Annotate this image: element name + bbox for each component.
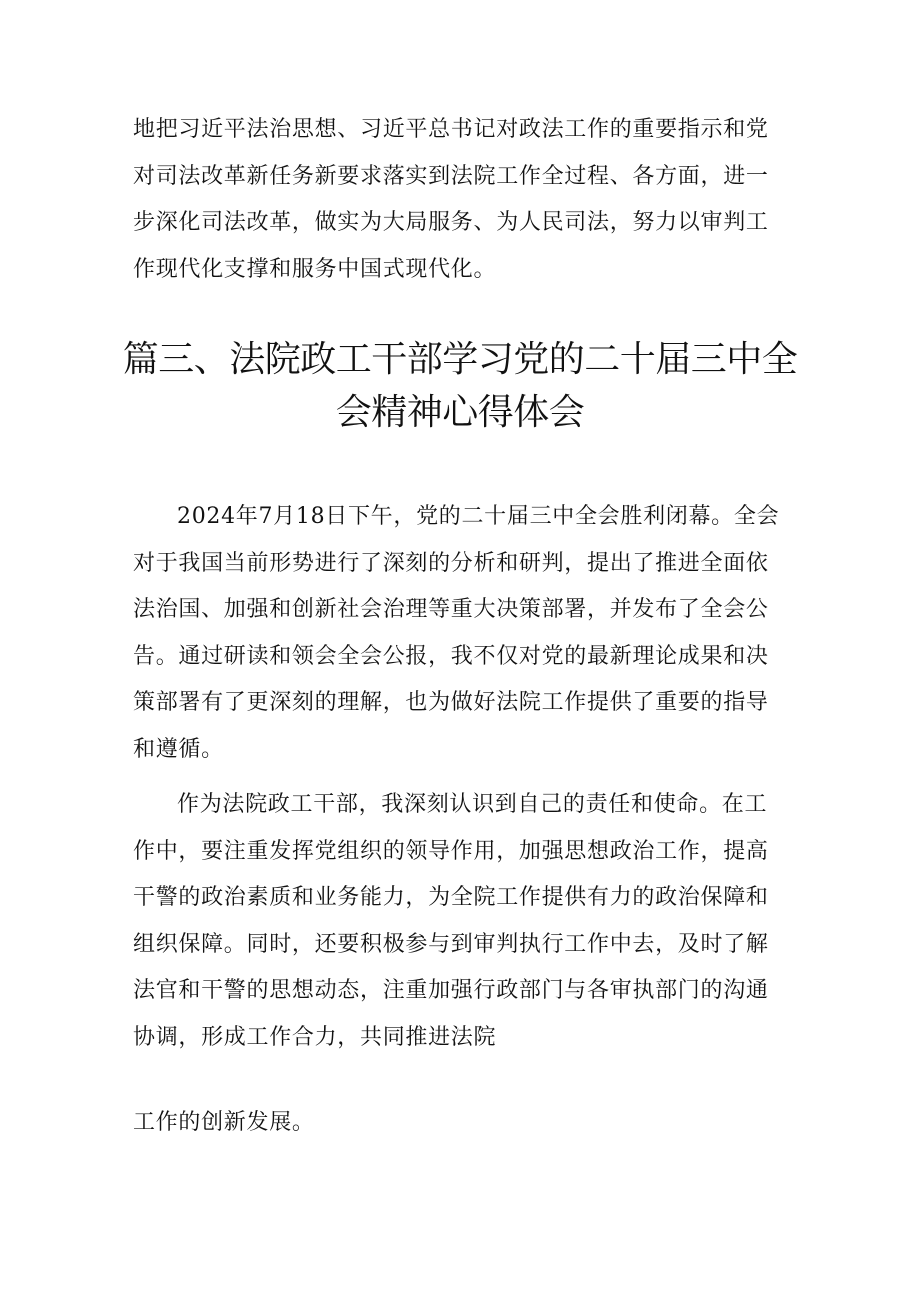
text-line: 对于我国当前形势进行了深刻的分析和研判，提出了推进全面依 (133, 550, 769, 576)
text-line: 地把习近平法治思想、习近平总书记对政法工作的重要指示和党 (133, 117, 769, 142)
intro-paragraph (133, 107, 788, 293)
text-line: 告。通过研读和领会全会公报，我不仅对党的最新理论成果和决 (133, 643, 769, 669)
text-line: 策部署有了更深刻的理解，也为做好法院工作提供了重要的指导 (133, 690, 769, 715)
text-line: 和遵循。 (133, 736, 224, 762)
text-line: 组织保障。同时，还要积极参与到审判执行工作中去，及时了解 (133, 931, 769, 957)
text-line: 工作的创新发展。 (133, 1110, 315, 1135)
body-paragraph-3 (133, 1100, 788, 1147)
text-line: 对司法改革新任务新要求落实到法院工作全过程、各方面，进一 (133, 163, 769, 189)
text-line: 协调，形成工作合力，共同推进法院 (133, 1024, 497, 1050)
text-line: 步深化司法改革，做实为大局服务、为人民司法，努力以审判工 (133, 210, 769, 235)
heading-line: 会精神心得体会 (335, 392, 585, 433)
text-line: 作现代化支撑和服务中国式现代化。 (133, 256, 497, 282)
text-line: 法治国、加强和创新社会治理等重大决策部署，并发布了全会公 (133, 597, 769, 622)
text-line: 作为法院政工干部，我深刻认识到自己的责任和使命。在工 (177, 792, 768, 817)
section-heading (100, 333, 820, 439)
body-paragraph-2 (133, 782, 788, 1061)
text-line: 法官和干警的思想动态，注重加强行政部门与各审执部门的沟通 (133, 978, 769, 1003)
text-line: 作中，要注重发挥党组织的领导作用，加强思想政治工作，提高 (133, 838, 769, 864)
text-line: 2024年7月18日下午，党的二十届三中全会胜利闭幕。全会 (177, 504, 780, 529)
text-line: 干警的政治素质和业务能力，为全院工作提供有力的政治保障和 (133, 885, 769, 910)
heading-line: 篇三、法院政工干部学习党的二十届三中全 (122, 339, 798, 380)
body-paragraph-1 (133, 494, 788, 773)
